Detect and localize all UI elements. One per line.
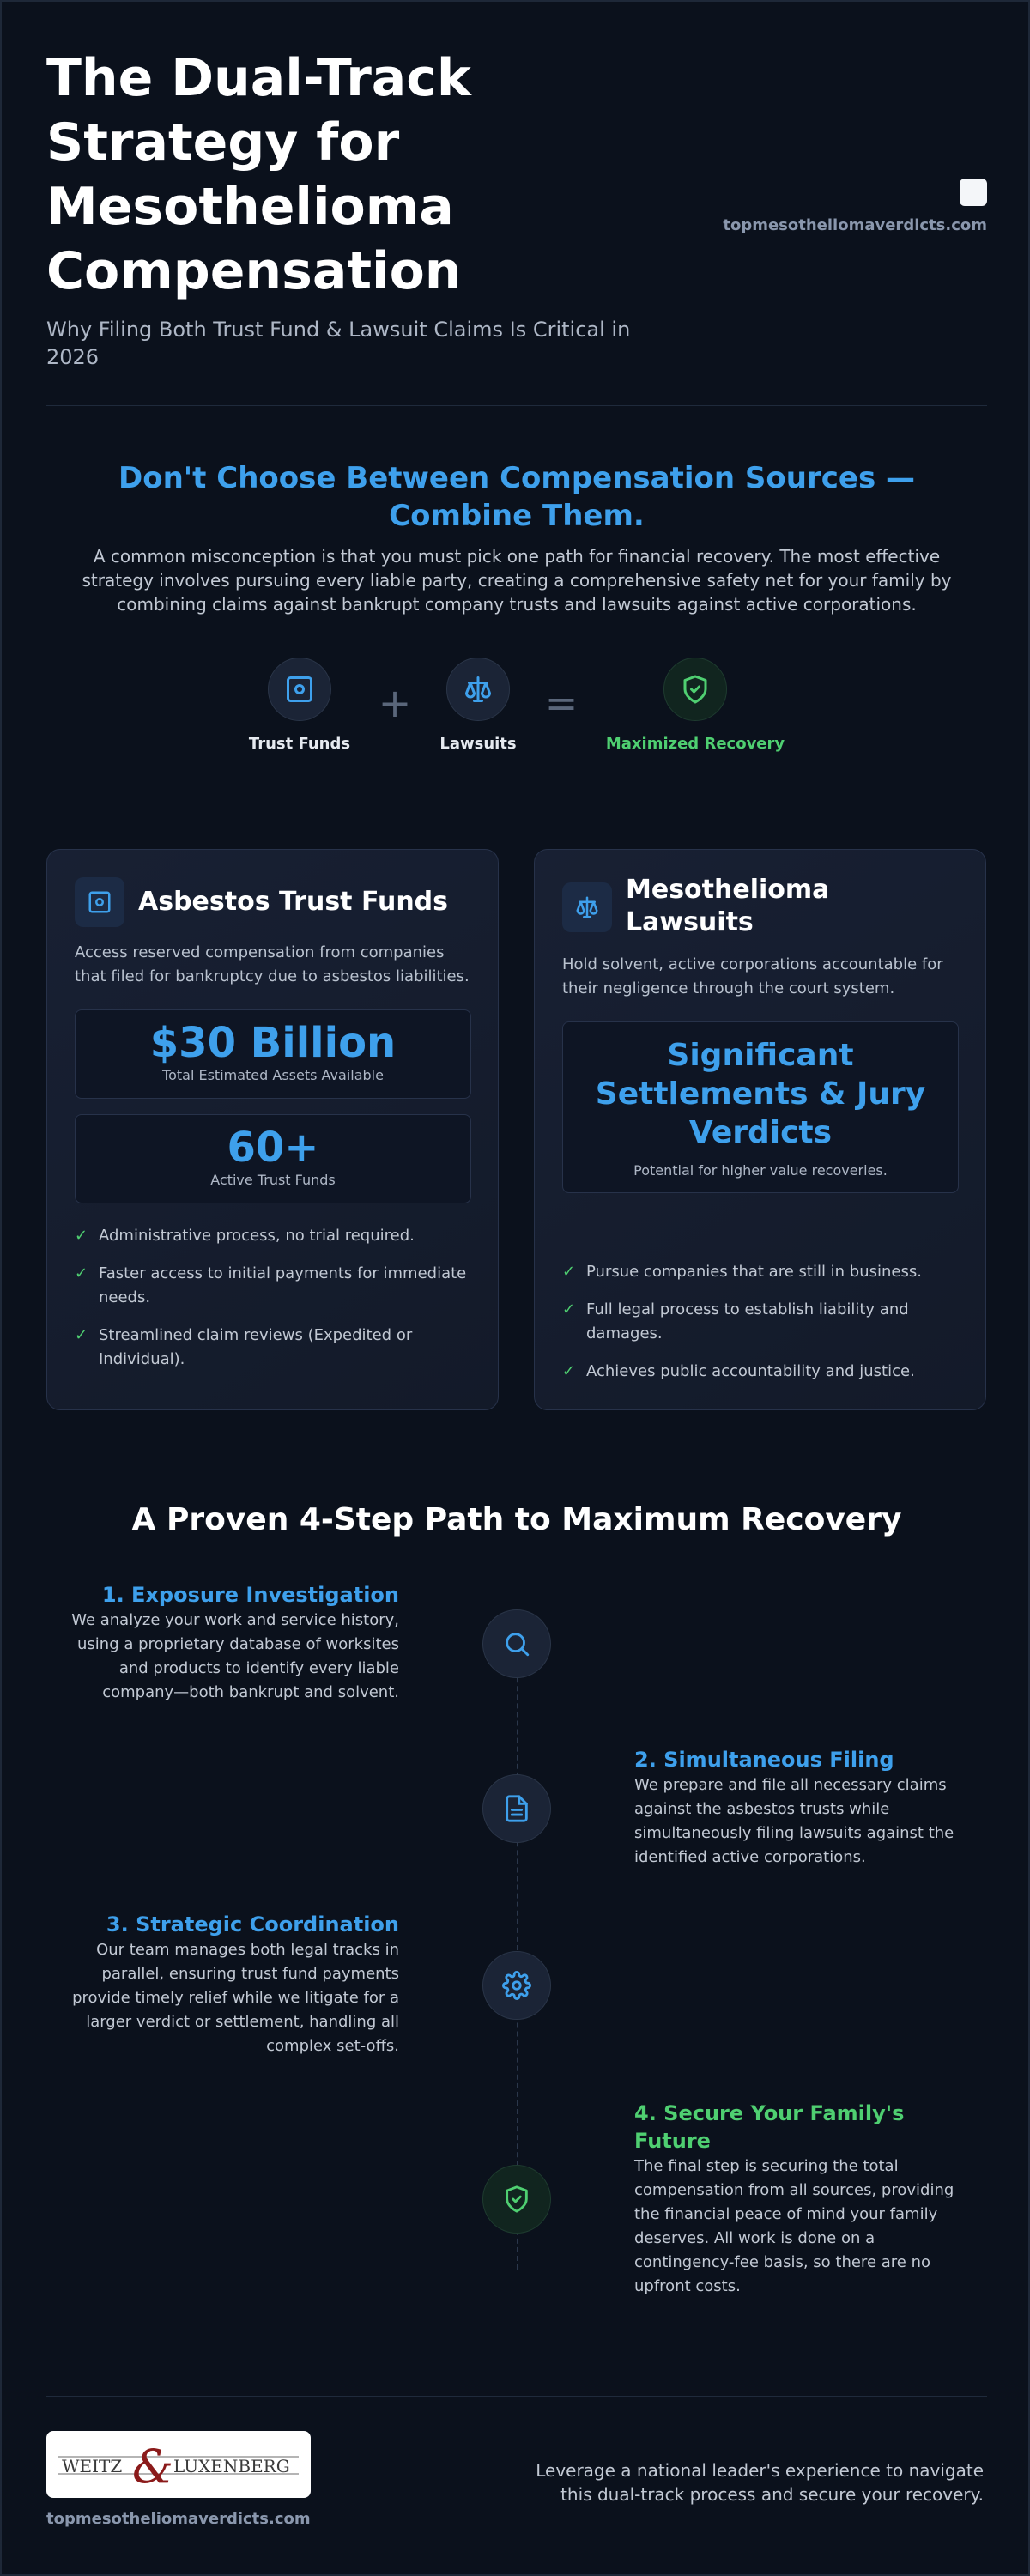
list-item: ✓ Pursue companies that are still in business. <box>562 1260 966 1284</box>
equation-label: Trust Funds <box>248 735 351 753</box>
lawsuits-card <box>534 849 986 1410</box>
footer-text: Leverage a national leader's experience to navigate this dual-track process and secure your recovery. <box>536 2460 984 2505</box>
check-icon: ✓ <box>562 1300 576 1318</box>
intro-heading: Don't Choose Between Compensation Sources — Combine Them. <box>118 461 916 533</box>
scales-icon <box>562 882 612 932</box>
list-item: ✓ Faster access to initial payments for immediate needs. <box>75 1262 478 1310</box>
footer-divider <box>46 2396 987 2397</box>
stat-value: Significant Settlements & Jury Verdicts <box>595 1038 926 1150</box>
stat-settlements <box>562 1021 959 1193</box>
shield-check-icon <box>482 2165 551 2234</box>
equation-label: Lawsuits <box>439 735 517 753</box>
list-item: ✓ Full legal process to establish liability and damages. <box>562 1298 966 1346</box>
stat-value: $30 Billion <box>149 1019 397 1067</box>
page-subtitle: Why Filing Both Trust Fund & Lawsuit Claims Is Critical in 2026 <box>46 318 631 369</box>
list-item: ✓ Achieves public accountability and justice. <box>562 1360 966 1384</box>
search-icon <box>482 1609 551 1678</box>
step-text: The final step is securing the total compensation from all sources, providing the financial peace of mind your family deserves. All work is done on a contingency-fee basis, so there are no upfront costs. <box>634 2157 954 2295</box>
stat-total-assets <box>75 1009 471 1099</box>
vault-icon <box>75 877 124 927</box>
equation-trust-funds <box>205 658 394 753</box>
stat-label: Total Estimated Assets Available <box>162 1067 384 1083</box>
card-title: Mesothelioma Lawsuits <box>626 875 830 937</box>
gear-icon <box>482 1951 551 2020</box>
stat-label: Potential for higher value recoveries. <box>633 1162 888 1179</box>
equation-maximized-recovery <box>601 658 790 753</box>
list-item: ✓ Streamlined claim reviews (Expedited or Individual). <box>75 1324 478 1372</box>
step-title: 1. Exposure Investigation <box>101 1583 399 1607</box>
step-4 <box>634 2100 978 2299</box>
steps-heading: A Proven 4-Step Path to Maximum Recovery <box>131 1502 902 1537</box>
card-description: Access reserved compensation from companies that filed for bankruptcy due to asbestos liabilities. <box>75 943 470 985</box>
page-title: The Dual-Track Strategy for Mesothelioma Compensation <box>46 48 471 301</box>
step-text: Our team manages both legal tracks in parallel, ensuring trust fund payments provide timely relief while we litigate for a larger verdict or settlement, handling all complex set-offs. <box>72 1941 399 2055</box>
lawsuit-benefit-list <box>562 1260 966 1397</box>
check-icon: ✓ <box>75 1326 88 1344</box>
list-item: ✓ Administrative process, no trial required. <box>75 1224 478 1248</box>
equation-label: Maximized Recovery <box>605 735 785 753</box>
stat-active-trusts <box>75 1114 471 1203</box>
weitz-luxenberg-logo[interactable] <box>46 2431 311 2498</box>
step-text: We prepare and file all necessary claims against the asbestos trusts while simultaneously filing lawsuits against the identified active corporations. <box>634 1776 954 1866</box>
header-site-link[interactable]: topmesotheliomaverdicts.com <box>723 216 987 234</box>
logo-text-weitz: WEITZ <box>62 2456 123 2476</box>
shield-check-icon <box>663 658 727 721</box>
logo-text-luxenberg: LUXENBERG <box>173 2456 290 2476</box>
step-text: We analyze your work and service history, using a proprietary database of worksites and products to identify every liable company—both bankrupt and solvent. <box>71 1611 399 1701</box>
step-title: 3. Strategic Coordination <box>106 1912 399 1937</box>
trust-benefit-list <box>75 1224 478 1385</box>
card-description: Hold solvent, active corporations accountable for their negligence through the court system. <box>562 955 943 997</box>
scales-icon <box>446 658 510 721</box>
intro-text: A common misconception is that you must pick one path for financial recovery. The most effective strategy involves pursuing every liable party, creating a comprehensive safety net for your family by combining claims against bankrupt company trusts and lawsuits against active corporations. <box>82 546 952 615</box>
document-icon <box>482 1774 551 1843</box>
stat-value: 60+ <box>227 1124 319 1172</box>
stat-label: Active Trust Funds <box>210 1172 336 1188</box>
vault-icon <box>268 658 331 721</box>
check-icon: ✓ <box>562 1362 576 1380</box>
check-icon: ✓ <box>75 1227 88 1245</box>
plus-sign: + <box>378 680 412 726</box>
header <box>46 46 987 407</box>
footer-site-link[interactable]: topmesotheliomaverdicts.com <box>46 2510 311 2528</box>
header-divider <box>46 405 987 406</box>
step-3 <box>56 1911 399 2058</box>
check-icon: ✓ <box>562 1263 576 1281</box>
step-2 <box>634 1746 978 1870</box>
step-title: 4. Secure Your Family's Future <box>634 2101 905 2153</box>
check-icon: ✓ <box>75 1264 88 1282</box>
step-title: 2. Simultaneous Filing <box>634 1748 894 1772</box>
step-1 <box>56 1581 399 1705</box>
logo-ampersand: & <box>132 2440 174 2494</box>
trust-funds-card <box>46 849 499 1410</box>
equals-sign: = <box>544 680 579 726</box>
card-title: Asbestos Trust Funds <box>138 887 449 917</box>
header-logo-icon <box>960 179 987 206</box>
